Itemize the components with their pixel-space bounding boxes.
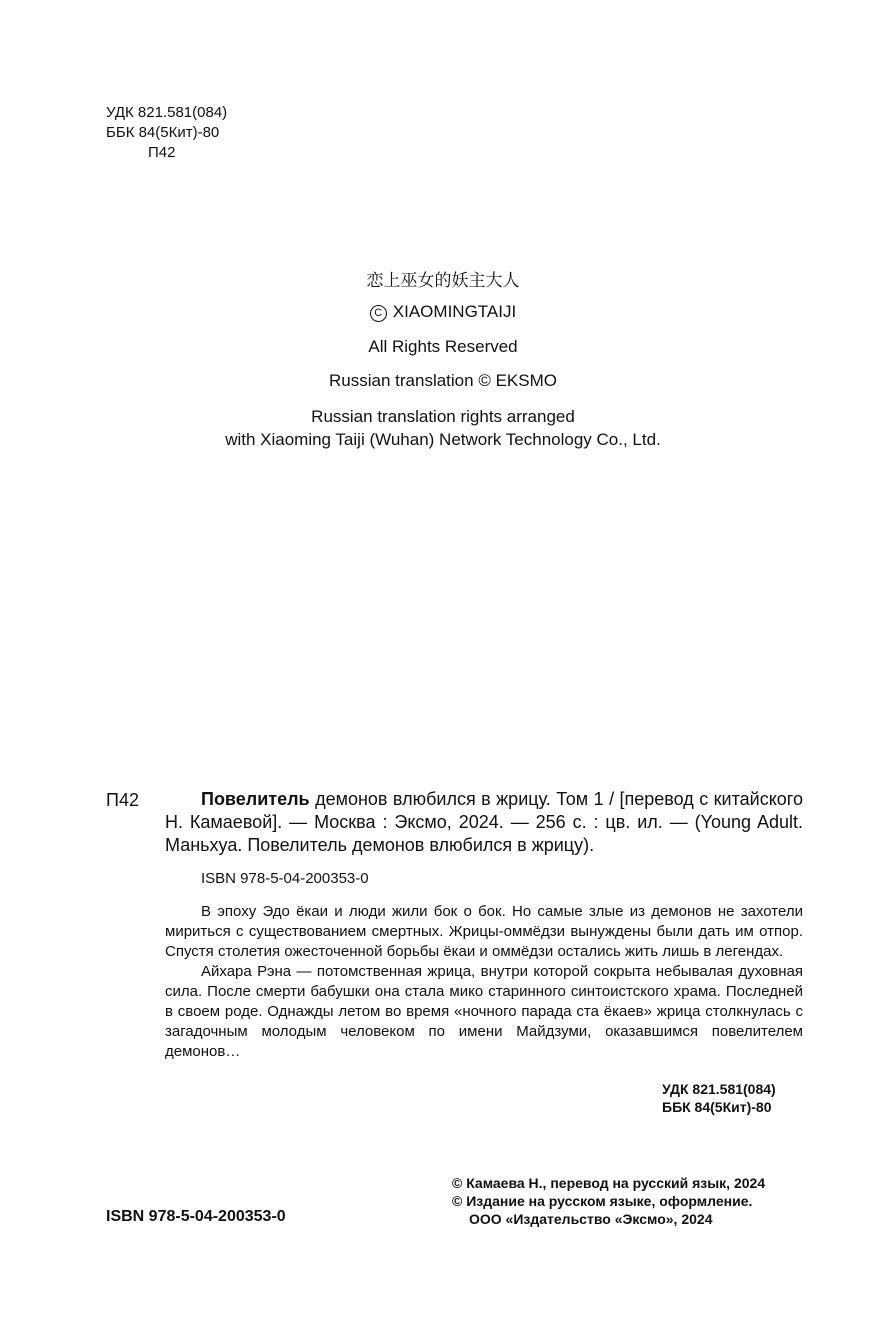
bibliographic-author-code: П42 <box>106 790 139 810</box>
bibliographic-text: демонов влюбился в жрицу. Том 1 / [перевод с китайского Н. Камаевой]. — Москва : Эксмо, 2024. — 256 с. : цв. ил. — (Young Adult. Маньхуа. Повелитель демонов влюбился в жрицу). <box>165 789 803 855</box>
copyright-holder: XIAOMINGTAIJI <box>392 302 517 321</box>
copyright-notices <box>452 1174 765 1228</box>
annotation-paragraph-2: Айхара Рэна — потомственная жрица, внутри которой сокрыта небывалая духовная сила. После смерти бабушки она стала мико старинного синтоистского храма. Последней в своем роде. Однажды летом во время «ночного парада ста ёкаев» жрица столкнулась с загадочным молодым человеком по имени Майдзуми, оказавшимся повелителем демонов… <box>165 963 803 1060</box>
original-copyright <box>0 302 886 322</box>
translation-rights-arrangement <box>0 405 886 451</box>
russian-translation-copyright: Russian translation © EKSMO <box>329 371 557 390</box>
top-classification-codes <box>106 103 227 163</box>
author-code: П42 <box>148 144 176 161</box>
translator-copyright: © Камаева Н., перевод на русский язык, 2024 <box>452 1175 766 1191</box>
bbk-code: ББК 84(5Кит)-80 <box>106 124 220 141</box>
annotation-paragraph-1: В эпоху Эдо ёкаи и люди жили бок о бок. Но самые злые из демонов не захотели мириться с существованием смертных. Жрицы-оммёдзи вынуждены были дать им отпор. Спустя столетия ожесточенной борьбы ёкаи и оммёдзи остались жить лишь в легендах. <box>165 903 803 960</box>
publisher-copyright: ООО «Издательство «Эксмо», 2024 <box>469 1211 713 1227</box>
bbk-code-bold: ББК 84(5Кит)-80 <box>662 1099 772 1115</box>
arrangement-line-2: with Xiaoming Taiji (Wuhan) Network Technology Co., Ltd. <box>225 430 661 449</box>
udk-code: УДК 821.581(084) <box>106 104 228 121</box>
bibliographic-title-bold: Повелитель <box>201 789 310 809</box>
isbn-bottom: ISBN 978-5-04-200353-0 <box>106 1208 286 1225</box>
arrangement-line-1: Russian translation rights arranged <box>311 407 575 426</box>
udk-code-bold: УДК 821.581(084) <box>662 1081 776 1097</box>
all-rights-reserved: All Rights Reserved <box>368 337 518 356</box>
original-title: 恋上巫女的妖主大人 <box>366 271 520 291</box>
copyright-circle-icon: C <box>370 305 387 322</box>
annotation <box>165 902 803 1062</box>
bibliographic-description <box>165 788 803 857</box>
isbn-in-description: ISBN 978-5-04-200353-0 <box>201 870 369 887</box>
bold-classification-codes <box>662 1080 776 1116</box>
edition-copyright: © Издание на русском языке, оформление. <box>452 1193 753 1209</box>
